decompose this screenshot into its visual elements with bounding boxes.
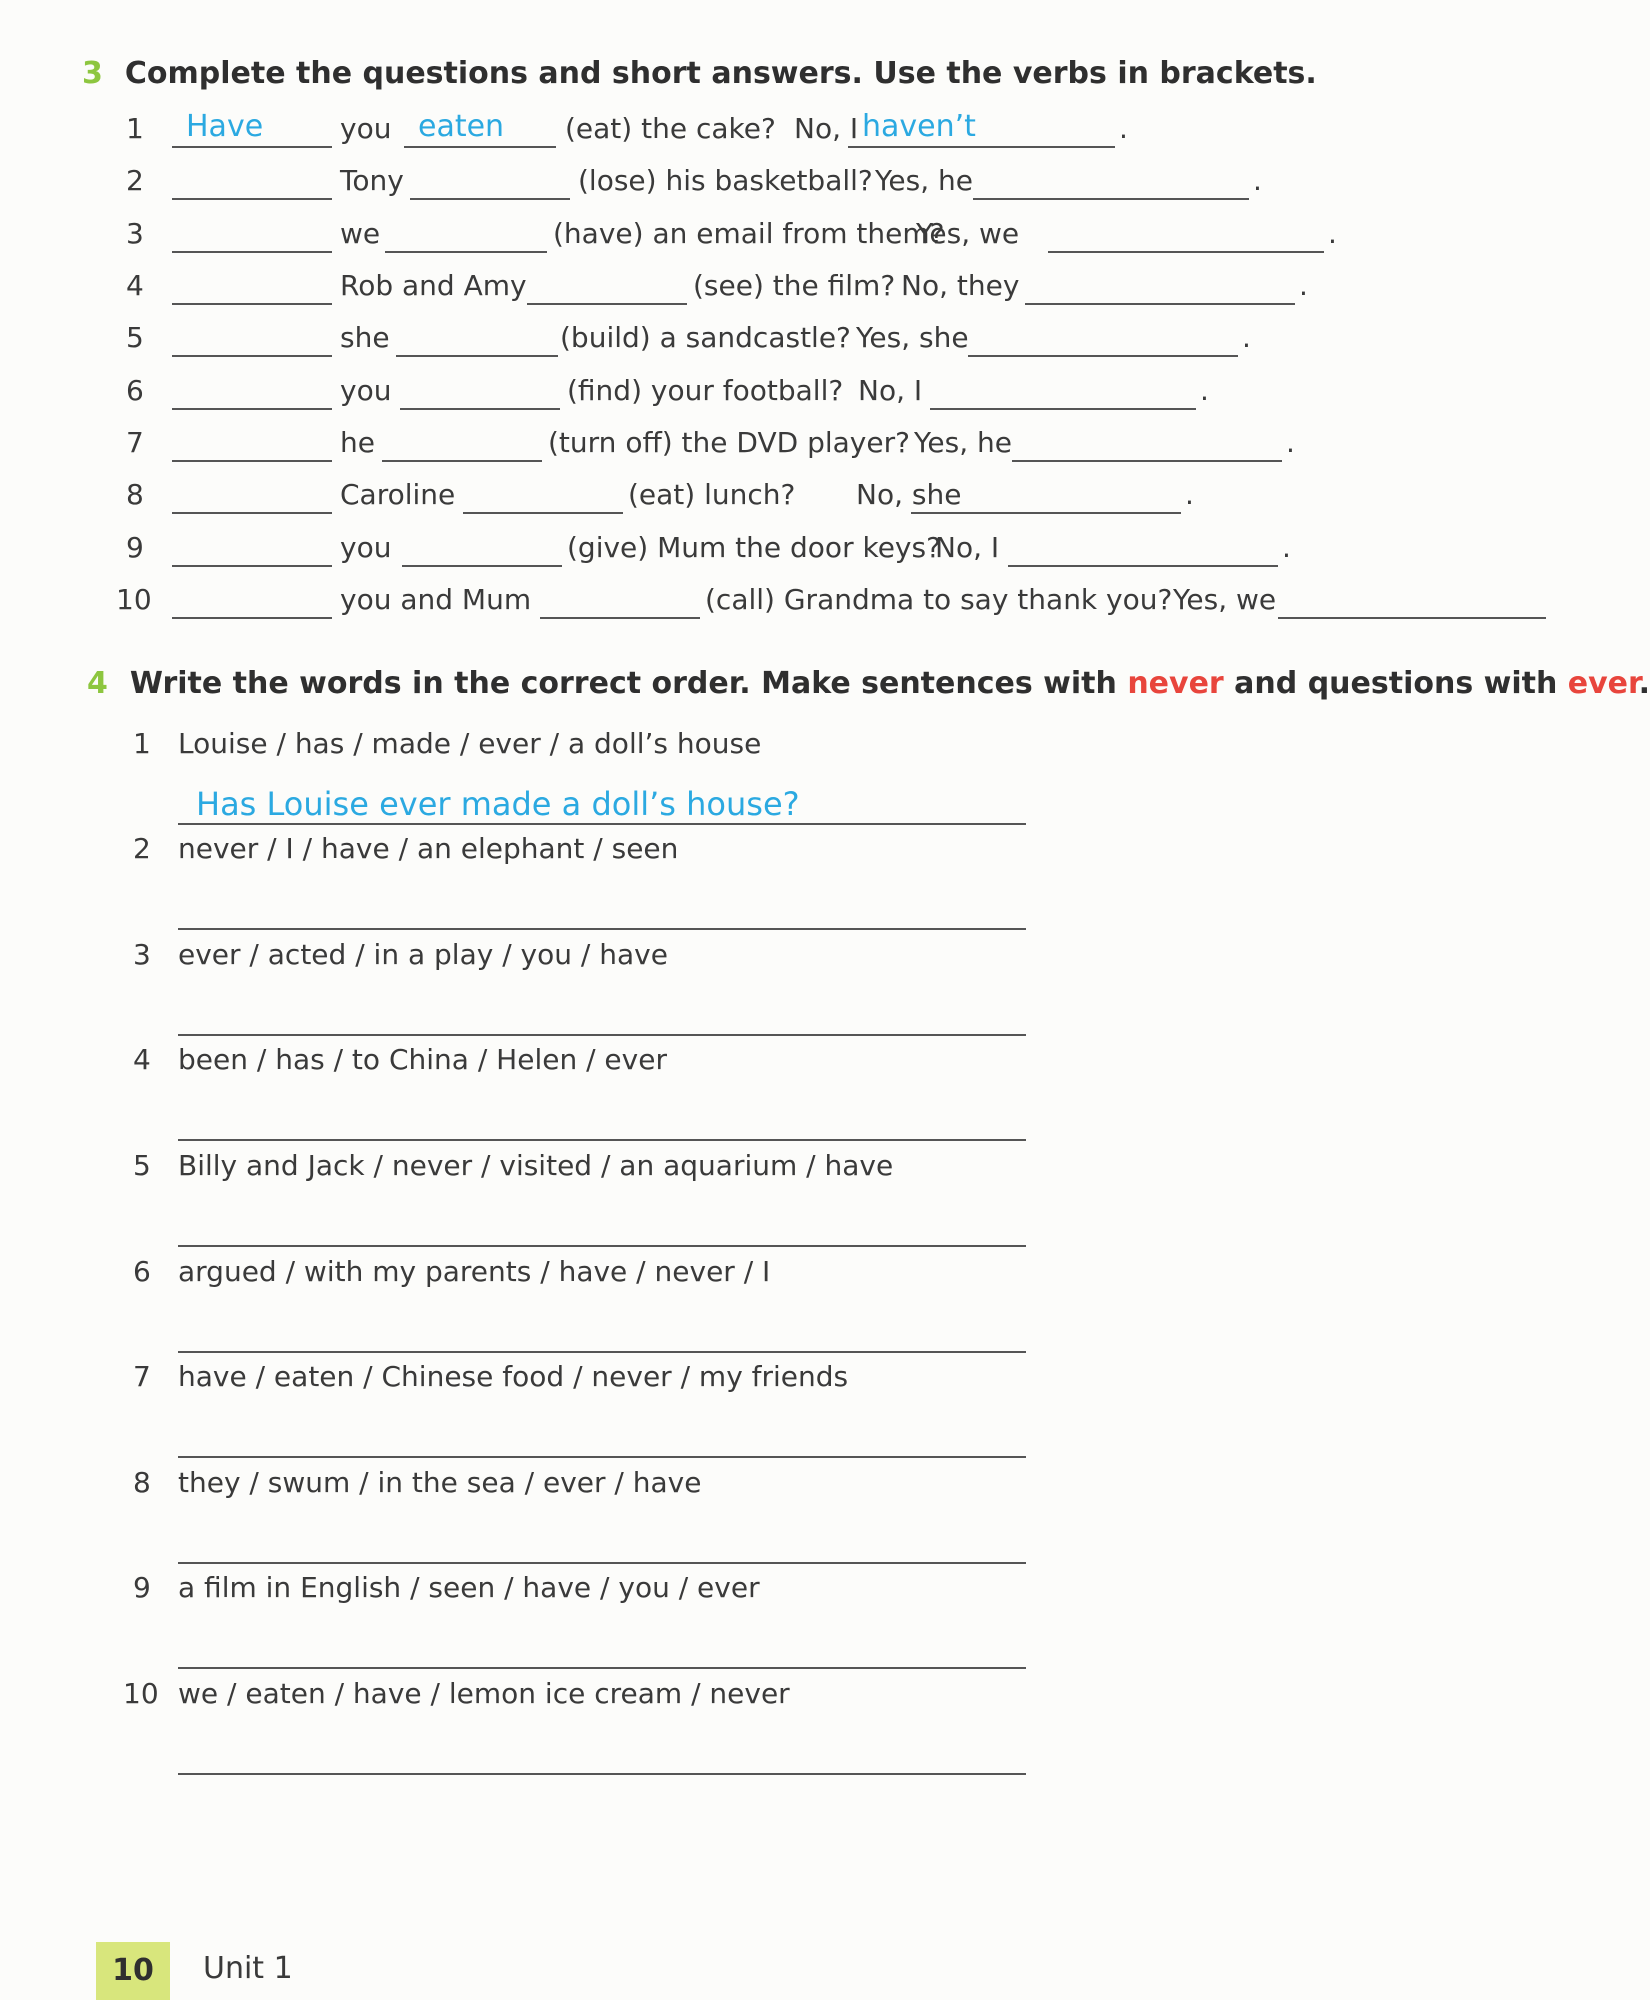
- full-stop: .: [1200, 374, 1209, 407]
- answer-blank[interactable]: [172, 583, 332, 619]
- full-stop: .: [1185, 478, 1194, 511]
- answer-blank[interactable]: [1278, 583, 1546, 619]
- subject-text: Rob and Amy: [340, 269, 527, 302]
- answer-blank[interactable]: [402, 531, 562, 567]
- exercise-3-item: [0, 531, 1548, 571]
- verb-prompt: (have) an email from them?: [553, 217, 945, 250]
- item-number: 7: [126, 426, 144, 459]
- reply-text: Yes, she: [856, 321, 969, 354]
- verb-prompt: (see) the film?: [693, 269, 896, 302]
- answer-text: eaten: [418, 109, 505, 144]
- answer-line[interactable]: [178, 1093, 1026, 1141]
- exercise-4-heading: [87, 666, 1650, 701]
- word-prompt: argued / with my parents / have / never / I: [178, 1255, 771, 1288]
- reply-text: Yes, he: [914, 426, 1012, 459]
- exercise-4-item: [123, 1677, 1083, 1777]
- answer-blank[interactable]: [172, 109, 332, 148]
- page-number: 10: [96, 1942, 170, 2000]
- answer-blank[interactable]: [172, 164, 332, 200]
- unit-label: Unit 1: [203, 1951, 293, 1986]
- exercise-4-item: [133, 1360, 1093, 1460]
- answer-blank[interactable]: [911, 478, 1181, 514]
- answer-blank[interactable]: [172, 217, 332, 253]
- answer-blank[interactable]: [172, 374, 332, 410]
- item-number: 2: [133, 832, 151, 865]
- reply-text: No, they: [901, 269, 1020, 302]
- verb-prompt: (find) your football?: [567, 374, 844, 407]
- reply-text: Yes, we: [916, 217, 1020, 250]
- verb-prompt: (eat) the cake?: [565, 112, 776, 145]
- answer-text: Has Louise ever made a doll’s house?: [196, 785, 800, 823]
- verb-prompt: (turn off) the DVD player?: [548, 426, 910, 459]
- exercise-3-item: [0, 321, 1548, 361]
- keyword-ever: ever: [1567, 666, 1639, 701]
- full-stop: .: [1253, 164, 1262, 197]
- answer-blank[interactable]: [410, 164, 570, 200]
- answer-line[interactable]: [178, 1516, 1026, 1564]
- verb-prompt: (eat) lunch?: [628, 478, 796, 511]
- item-number: 7: [133, 1360, 151, 1393]
- word-prompt: Louise / has / made / ever / a doll’s house: [178, 727, 762, 760]
- answer-blank[interactable]: [527, 269, 687, 305]
- answer-line[interactable]: [178, 882, 1026, 930]
- word-prompt: ever / acted / in a play / you / have: [178, 938, 668, 971]
- answer-blank[interactable]: [930, 374, 1196, 410]
- item-number: 3: [126, 217, 144, 250]
- verb-prompt: (build) a sandcastle?: [560, 321, 851, 354]
- answer-blank[interactable]: [172, 531, 332, 567]
- answer-line[interactable]: [178, 1727, 1026, 1775]
- answer-blank[interactable]: [968, 321, 1238, 357]
- exercise-3-item: [0, 426, 1548, 466]
- word-prompt: Billy and Jack / never / visited / an aquarium / have: [178, 1149, 894, 1182]
- word-prompt: been / has / to China / Helen / ever: [178, 1043, 667, 1076]
- full-stop: .: [1242, 321, 1251, 354]
- exercise-4-instruction-a: Write the words in the correct order. Make sentences with: [129, 666, 1117, 701]
- item-number: 9: [126, 531, 144, 564]
- item-number: 3: [133, 938, 151, 971]
- answer-blank[interactable]: [404, 109, 556, 148]
- subject-text: you and Mum: [340, 583, 532, 616]
- subject-text: you: [340, 531, 392, 564]
- answer-blank[interactable]: [382, 426, 542, 462]
- word-prompt: a film in English / seen / have / you / ever: [178, 1571, 760, 1604]
- exercise-4-number: 4: [87, 666, 108, 701]
- answer-blank[interactable]: [1025, 269, 1295, 305]
- item-number: 1: [133, 727, 151, 760]
- answer-blank[interactable]: [172, 269, 332, 305]
- item-number: 10: [116, 583, 152, 616]
- exercise-4-item: [133, 938, 1093, 1038]
- full-stop: .: [1119, 112, 1128, 145]
- reply-text: No, I: [858, 374, 923, 407]
- answer-blank[interactable]: [973, 164, 1249, 200]
- subject-text: we: [340, 217, 381, 250]
- exercise-3-item: [0, 583, 1548, 623]
- exercise-4-item: [133, 1466, 1093, 1566]
- full-stop: .: [1299, 269, 1308, 302]
- exercise-4-item: [133, 1571, 1093, 1671]
- verb-prompt: (lose) his basketball?: [578, 164, 873, 197]
- item-number: 4: [126, 269, 144, 302]
- reply-text: No, I: [935, 531, 1000, 564]
- exercise-3-item: [0, 269, 1548, 309]
- exercise-4-instruction-c: .: [1638, 666, 1650, 701]
- answer-blank[interactable]: [1048, 217, 1324, 253]
- answer-line[interactable]: [178, 1199, 1026, 1247]
- answer-text: Have: [186, 109, 264, 144]
- reply-text: No, I: [794, 112, 859, 145]
- subject-text: Tony: [340, 164, 404, 197]
- answer-text: haven’t: [862, 109, 976, 144]
- exercise-3-item: [0, 109, 1548, 152]
- item-number: 8: [126, 478, 144, 511]
- verb-prompt: (give) Mum the door keys?: [567, 531, 941, 564]
- answer-line[interactable]: [178, 1410, 1026, 1458]
- item-number: 8: [133, 1466, 151, 1499]
- exercise-3-item: [0, 164, 1548, 204]
- subject-text: you: [340, 374, 392, 407]
- answer-blank[interactable]: [396, 321, 558, 357]
- item-number: 1: [126, 112, 144, 145]
- exercise-3-item: [0, 217, 1548, 257]
- exercise-3-heading: [82, 56, 1317, 91]
- keyword-never: never: [1127, 666, 1224, 701]
- word-prompt: never / I / have / an elephant / seen: [178, 832, 679, 865]
- subject-text: Caroline: [340, 478, 456, 511]
- full-stop: .: [1286, 426, 1295, 459]
- exercise-4-item: [133, 1255, 1093, 1355]
- item-number: 6: [126, 374, 144, 407]
- item-number: 9: [133, 1571, 151, 1604]
- exercise-4-instruction-b: and questions with: [1234, 666, 1558, 701]
- word-prompt: have / eaten / Chinese food / never / my friends: [178, 1360, 849, 1393]
- exercise-4-item: [133, 1043, 1093, 1143]
- item-number: 6: [133, 1255, 151, 1288]
- answer-line[interactable]: [178, 988, 1026, 1036]
- answer-blank[interactable]: [172, 426, 332, 462]
- subject-text: you: [340, 112, 392, 145]
- exercise-3-item: [0, 478, 1548, 518]
- reply-text: No, she: [856, 478, 962, 511]
- item-number: 2: [126, 164, 144, 197]
- verb-prompt: (call) Grandma to say thank you?: [705, 583, 1173, 616]
- answer-blank[interactable]: [1012, 426, 1282, 462]
- item-number: 5: [126, 321, 144, 354]
- answer-line[interactable]: [178, 1305, 1026, 1353]
- answer-blank[interactable]: [463, 478, 623, 514]
- exercise-3-item: [0, 374, 1548, 414]
- answer-blank[interactable]: [172, 478, 332, 514]
- answer-line[interactable]: [178, 777, 1026, 825]
- exercise-4-item: [133, 727, 1093, 827]
- exercise-3-number: 3: [82, 56, 103, 91]
- answer-blank[interactable]: [848, 109, 1115, 148]
- answer-blank[interactable]: [540, 583, 700, 619]
- answer-blank[interactable]: [400, 374, 560, 410]
- item-number: 4: [133, 1043, 151, 1076]
- word-prompt: they / swum / in the sea / ever / have: [178, 1466, 702, 1499]
- reply-text: Yes, he: [875, 164, 973, 197]
- subject-text: she: [340, 321, 390, 354]
- answer-blank[interactable]: [385, 217, 547, 253]
- word-prompt: we / eaten / have / lemon ice cream / never: [178, 1677, 790, 1710]
- answer-blank[interactable]: [1008, 531, 1278, 567]
- reply-text: Yes, we: [1173, 583, 1277, 616]
- item-number: 10: [123, 1677, 159, 1710]
- exercise-4-item: [133, 1149, 1093, 1249]
- subject-text: he: [340, 426, 375, 459]
- answer-line[interactable]: [178, 1621, 1026, 1669]
- full-stop: .: [1282, 531, 1291, 564]
- item-number: 5: [133, 1149, 151, 1182]
- answer-blank[interactable]: [172, 321, 332, 357]
- exercise-4-item: [133, 832, 1093, 932]
- full-stop: .: [1328, 217, 1337, 250]
- exercise-3-instruction: Complete the questions and short answers. Use the verbs in brackets.: [124, 56, 1317, 91]
